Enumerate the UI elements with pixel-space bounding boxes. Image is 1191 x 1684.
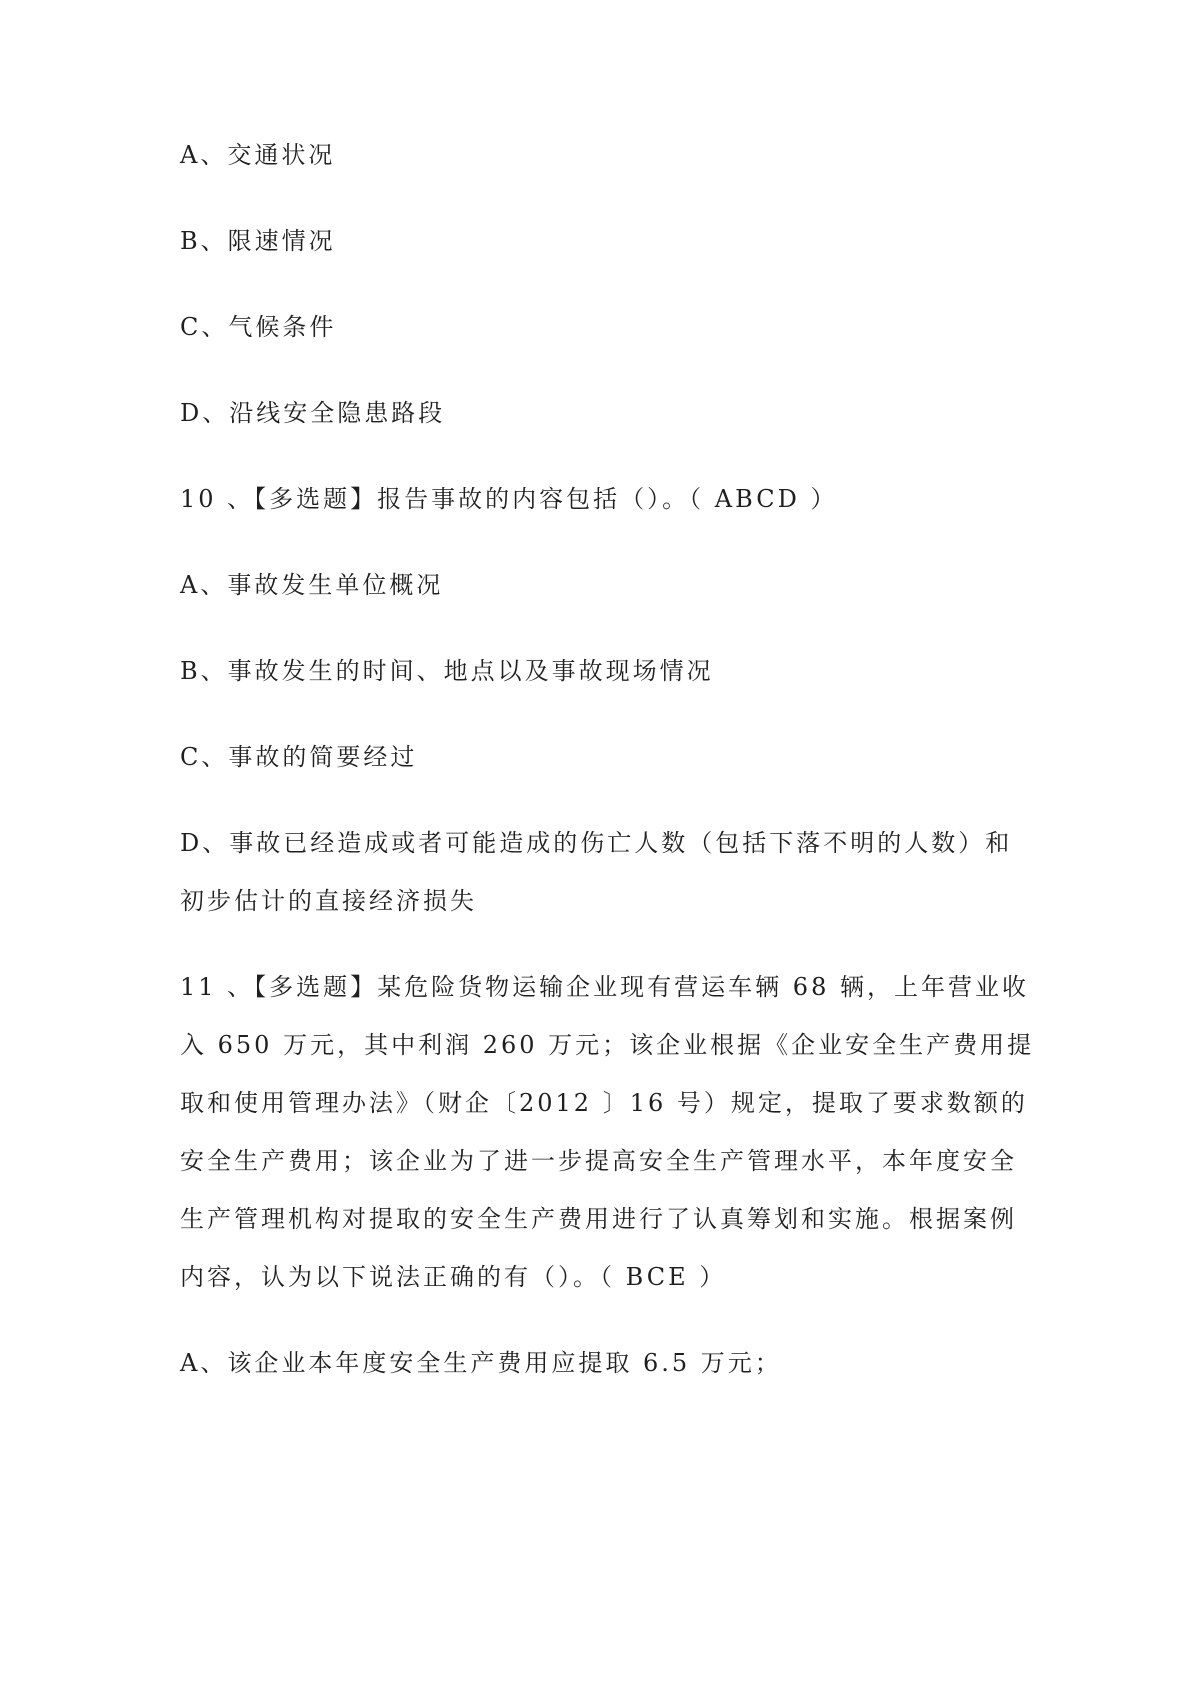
q11-stem-line-1: 11 、【多选题】某危险货物运输企业现有营运车辆 68 辆，上年营业收	[180, 973, 1029, 1001]
q10-option-d: D、事故已经造成或者可能造成的伤亡人数（包括下落不明的人数）和	[180, 829, 1013, 857]
q9-option-d: D、沿线安全隐患路段	[180, 399, 446, 427]
q11-stem-line-6: 内容，认为以下说法正确的有（）。（ BCE ）	[180, 1263, 727, 1291]
q11-stem-line-3: 取和使用管理办法》（财企〔2012 〕16 号）规定，提取了要求数额的	[180, 1089, 1028, 1117]
q10-option-c: C、事故的简要经过	[180, 743, 418, 771]
q11-stem-line-2: 入 650 万元，其中利润 260 万元；该企业根据《企业安全生产费用提	[180, 1031, 1035, 1059]
q9-option-c: C、气候条件	[180, 313, 337, 341]
q11-option-a: A、该企业本年度安全生产费用应提取 6.5 万元；	[180, 1349, 782, 1377]
q10-option-d-continued: 初步估计的直接经济损失	[180, 887, 477, 915]
q9-option-b: B、限速情况	[180, 227, 336, 255]
q10-stem: 10 、【多选题】报告事故的内容包括（）。（ ABCD ）	[180, 485, 838, 513]
q11-stem-line-5: 生产管理机构对提取的安全生产费用进行了认真筹划和实施。根据案例	[180, 1205, 1017, 1233]
q10-option-b: B、事故发生的时间、地点以及事故现场情况	[180, 657, 714, 685]
q10-option-a: A、事故发生单位概况	[180, 571, 444, 599]
q9-option-a: A、交通状况	[180, 141, 336, 169]
q11-stem-line-4: 安全生产费用；该企业为了进一步提高安全生产管理水平，本年度安全	[180, 1147, 1017, 1175]
